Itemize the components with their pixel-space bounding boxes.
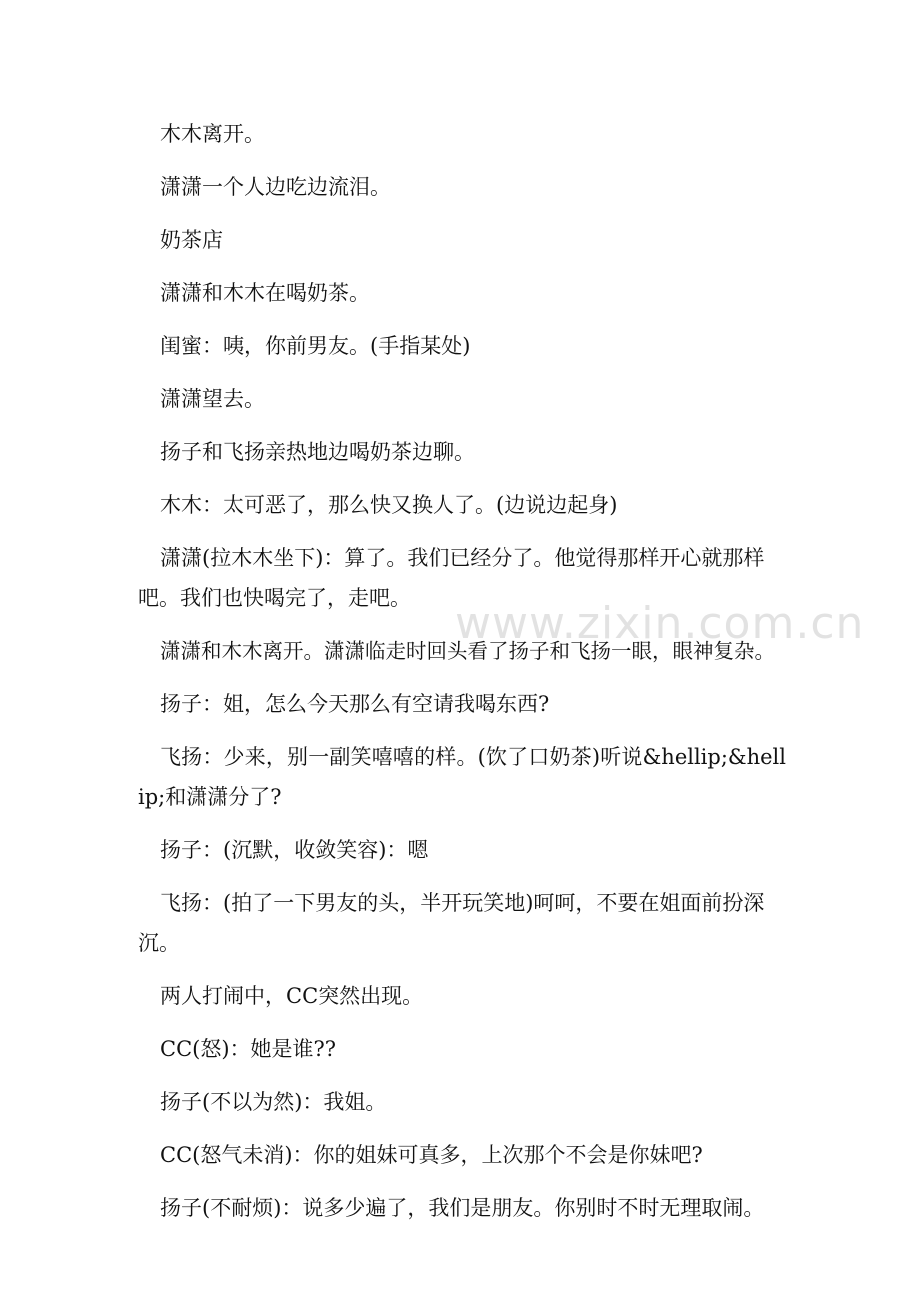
paragraph-10: 潇潇和木木离开。潇潇临走时回头看了扬子和飞扬一眼，眼神复杂。 [160, 639, 775, 663]
scene-heading: 奶茶店 [160, 228, 223, 252]
paragraph-2: 潇潇一个人边吃边流泪。 [160, 175, 391, 199]
paragraph-1: 木木离开。 [160, 122, 265, 146]
paragraph-14: 飞扬：(拍了一下男友的头，半开玩笑地)呵呵，不要在姐面前扮深沉。 [138, 891, 765, 955]
paragraph-12: 飞扬：少来，别一副笑嘻嘻的样。(饮了口奶茶)听说&hellip;&hellip;和潇潇分了? [138, 745, 786, 809]
watermark-text: www.zixin.com.cn [455, 598, 865, 649]
paragraph-18: CC(怒气未消)：你的姐妹可真多，上次那个不会是你妹吧? [160, 1143, 703, 1167]
paragraph-7: 扬子和飞扬亲热地边喝奶茶边聊。 [160, 440, 475, 464]
paragraph-19: 扬子(不耐烦)：说多少遍了，我们是朋友。你别时不时无理取闹。 [160, 1196, 765, 1220]
paragraph-16: CC(怒)：她是谁?? [160, 1037, 337, 1061]
paragraph-13: 扬子：(沉默，收敛笑容)：嗯 [160, 838, 429, 862]
paragraph-15: 两人打闹中，CC突然出现。 [160, 984, 424, 1008]
script-text-body [138, 114, 786, 1241]
paragraph-17: 扬子(不以为然)：我姐。 [160, 1090, 387, 1114]
paragraph-4: 潇潇和木木在喝奶茶。 [160, 281, 370, 305]
paragraph-6: 潇潇望去。 [160, 387, 265, 411]
paragraph-11: 扬子：姐，怎么今天那么有空请我喝东西? [160, 692, 550, 716]
paragraph-9: 潇潇(拉木木坐下)：算了。我们已经分了。他觉得那样开心就那样吧。我们也快喝完了，走吧。 [138, 546, 765, 610]
paragraph-8: 木木：太可恶了，那么快又换人了。(边说边起身) [160, 493, 618, 517]
paragraph-5: 闺蜜：咦，你前男友。(手指某处) [160, 334, 471, 358]
